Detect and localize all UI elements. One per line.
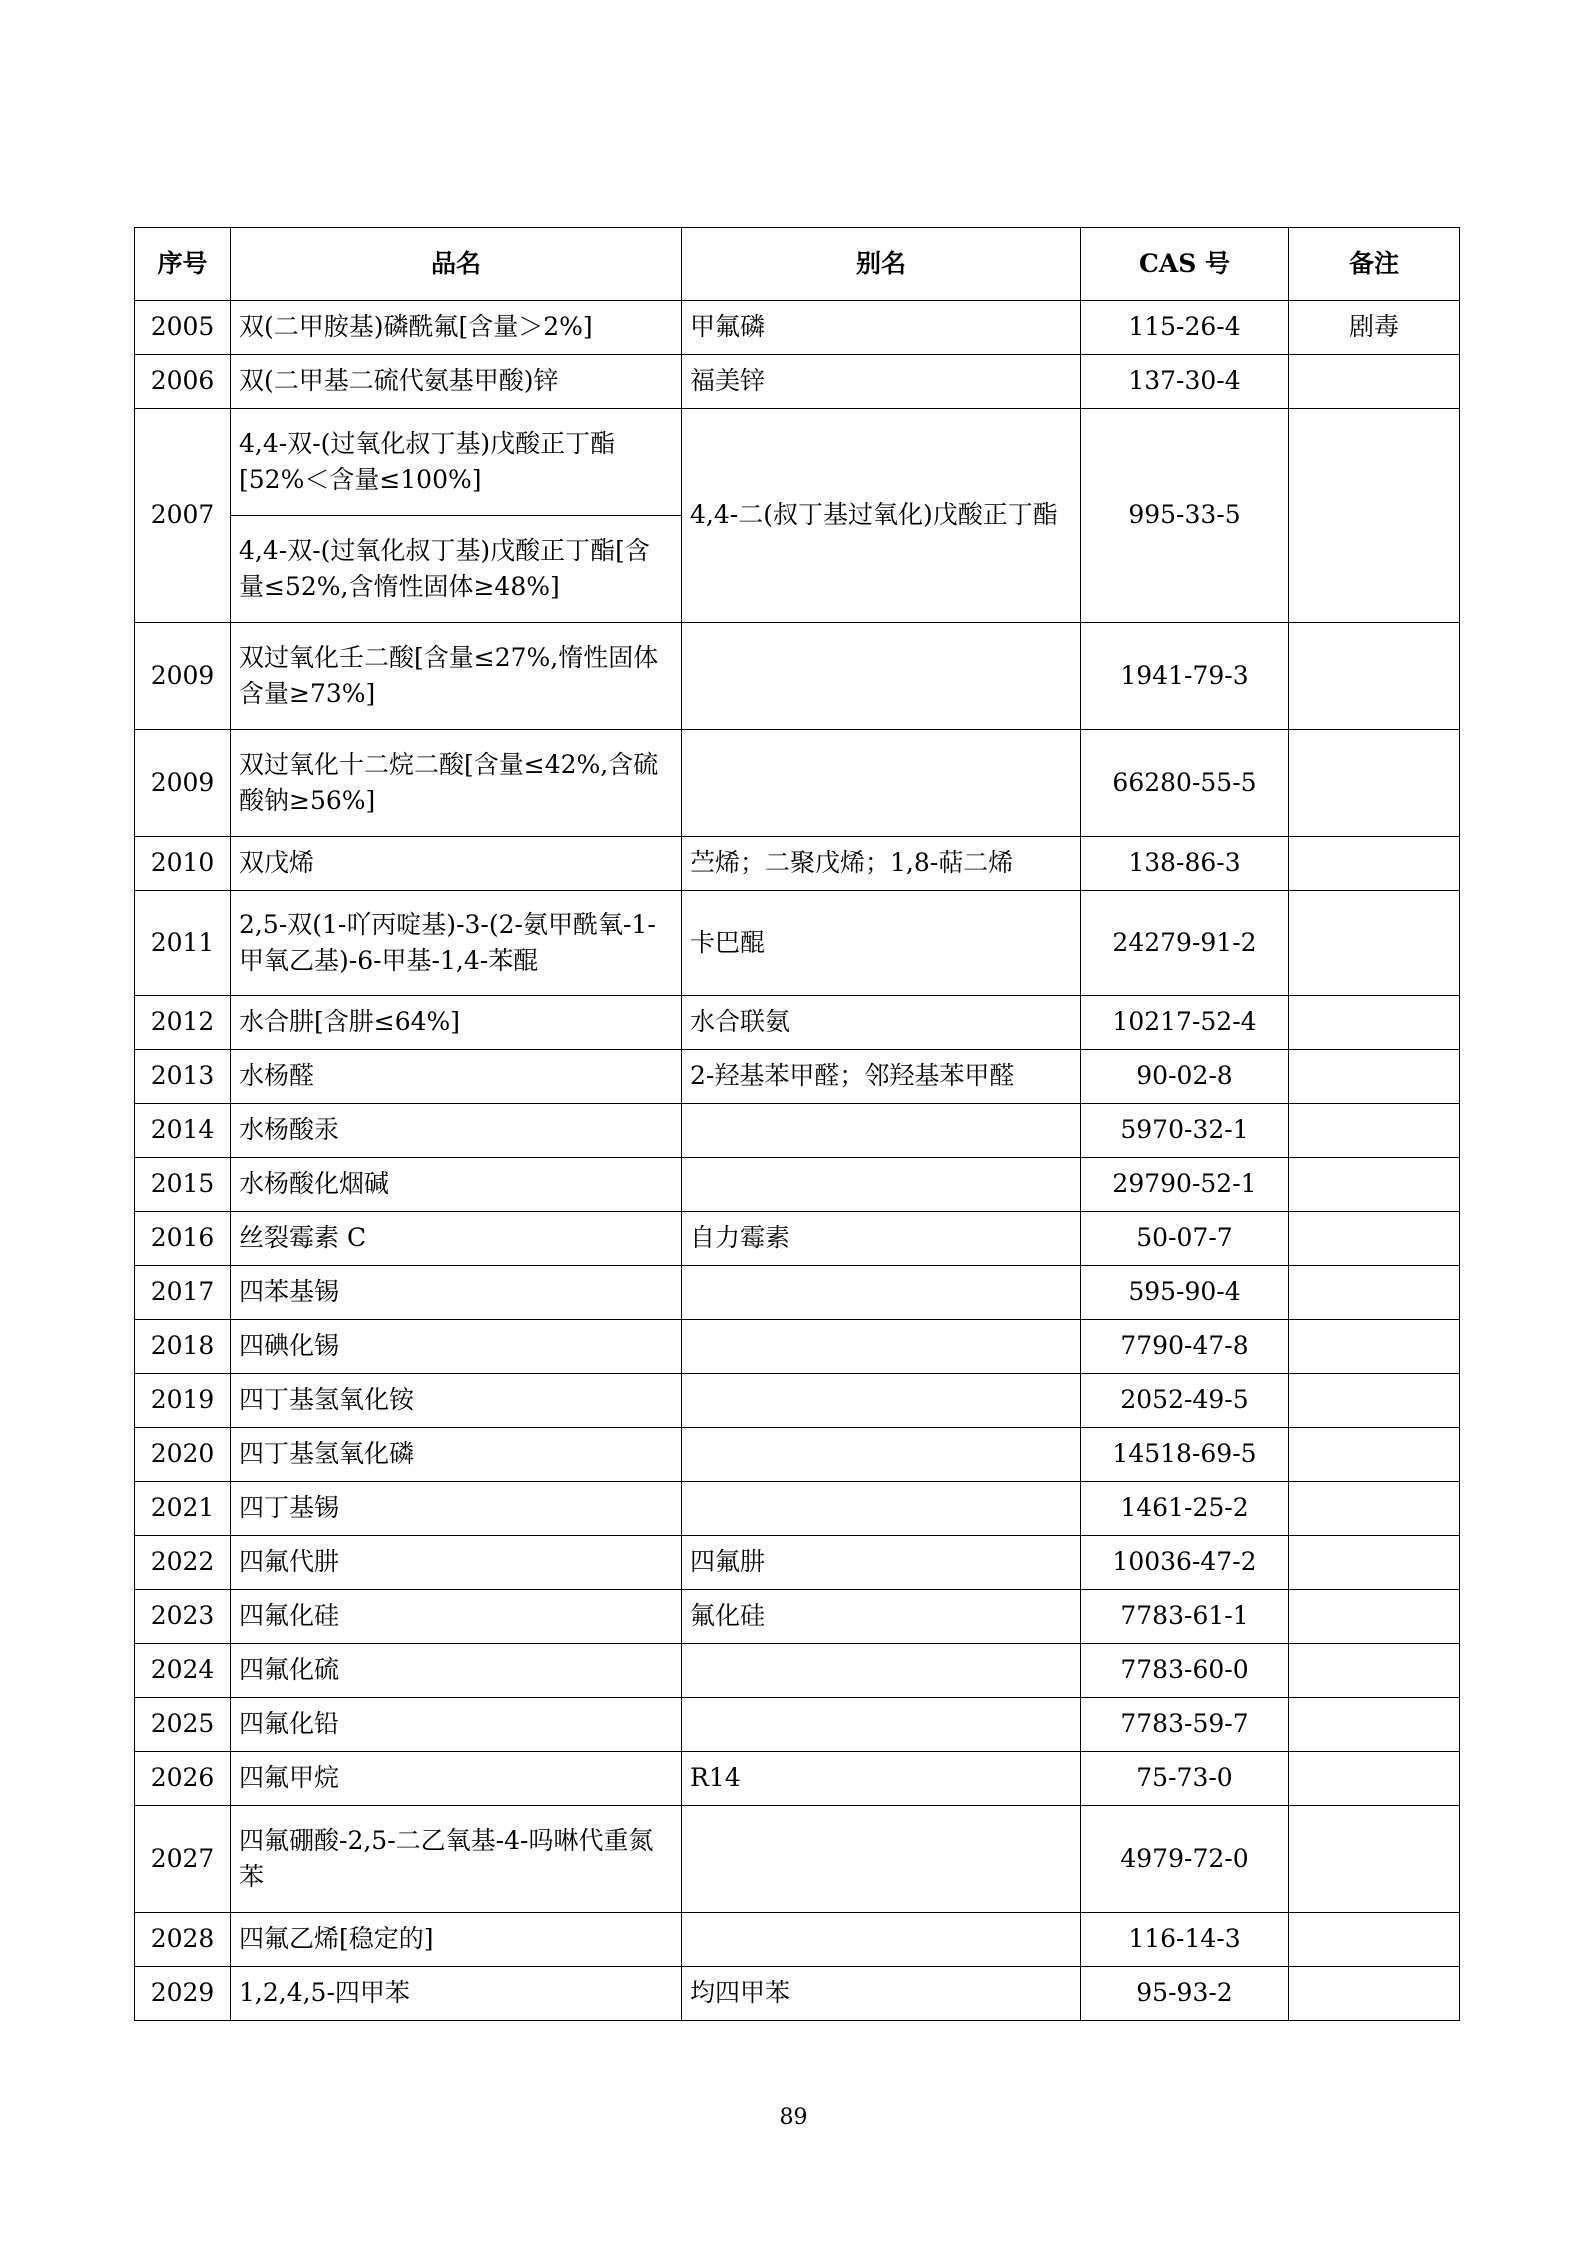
name-cell: 四碘化锡 [231,1320,682,1374]
header-remarks: 备注 [1289,228,1460,301]
name-cell: 四氟化硅 [231,1590,682,1644]
name-cell: 双(二甲基二硫代氨基甲酸)锌 [231,355,682,409]
table-row [135,1752,1460,1806]
serial-cell: 2012 [135,996,231,1050]
serial-cell: 2007 [135,409,231,623]
serial-cell: 2022 [135,1536,231,1590]
serial-cell: 2027 [135,1806,231,1913]
serial-cell: 2017 [135,1266,231,1320]
header-cas-number: CAS 号 [1081,228,1289,301]
name-cell: 四氟硼酸-2,5-二乙氧基-4-吗啉代重氮苯 [231,1806,682,1913]
cas-cell: 116-14-3 [1081,1913,1289,1967]
remark-cell [1289,1428,1460,1482]
alias-cell [682,1158,1081,1212]
remark-cell [1289,1806,1460,1913]
cas-cell: 7783-59-7 [1081,1698,1289,1752]
table-row [135,1158,1460,1212]
alias-cell: 均四甲苯 [682,1967,1081,2021]
serial-cell: 2021 [135,1482,231,1536]
serial-cell: 2025 [135,1698,231,1752]
cas-cell: 29790-52-1 [1081,1158,1289,1212]
alias-cell [682,730,1081,837]
cas-cell: 138-86-3 [1081,837,1289,891]
remark-cell [1289,1644,1460,1698]
cas-cell: 66280-55-5 [1081,730,1289,837]
table-row [135,301,1460,355]
name-cell: 2,5-双(1-吖丙啶基)-3-(2-氨甲酰氧-1-甲氧乙基)-6-甲基-1,4-苯醌 [231,891,682,996]
cas-cell: 90-02-8 [1081,1050,1289,1104]
remark-cell [1289,1374,1460,1428]
cas-cell: 7783-61-1 [1081,1590,1289,1644]
name-cell: 四氟甲烷 [231,1752,682,1806]
table-header-row [135,228,1460,301]
remark-cell [1289,1590,1460,1644]
serial-cell: 2029 [135,1967,231,2021]
cas-cell: 14518-69-5 [1081,1428,1289,1482]
cas-cell: 4979-72-0 [1081,1806,1289,1913]
serial-cell: 2005 [135,301,231,355]
remark-cell [1289,1158,1460,1212]
table-row [135,891,1460,996]
remark-cell [1289,1752,1460,1806]
name-cell: 四氟乙烯[稳定的] [231,1913,682,1967]
page-number: 89 [779,2105,808,2130]
alias-cell [682,1374,1081,1428]
alias-cell: R14 [682,1752,1081,1806]
name-cell: 四丁基锡 [231,1482,682,1536]
alias-cell [682,1104,1081,1158]
cas-cell: 7783-60-0 [1081,1644,1289,1698]
remark-cell [1289,1482,1460,1536]
cas-cell: 7790-47-8 [1081,1320,1289,1374]
remark-cell [1289,1967,1460,2021]
alias-cell [682,1698,1081,1752]
alias-cell: 苎烯；二聚戊烯；1,8-萜二烯 [682,837,1081,891]
cas-cell: 24279-91-2 [1081,891,1289,996]
alias-cell: 自力霉素 [682,1212,1081,1266]
alias-cell [682,623,1081,730]
header-serial-number: 序号 [135,228,231,301]
name-cell: 四氟代肼 [231,1536,682,1590]
table-row [135,409,1460,516]
alias-cell [682,1806,1081,1913]
alias-cell: 水合联氨 [682,996,1081,1050]
cas-cell: 115-26-4 [1081,301,1289,355]
table-row [135,1374,1460,1428]
table-row [135,1806,1460,1913]
remark-cell [1289,1104,1460,1158]
serial-cell: 2006 [135,355,231,409]
cas-cell: 1461-25-2 [1081,1482,1289,1536]
alias-cell [682,1428,1081,1482]
serial-cell: 2028 [135,1913,231,1967]
remark-cell [1289,837,1460,891]
remark-cell [1289,1698,1460,1752]
alias-cell: 甲氟磷 [682,301,1081,355]
serial-cell: 2018 [135,1320,231,1374]
name-cell: 四丁基氢氧化磷 [231,1428,682,1482]
name-cell: 四氟化铅 [231,1698,682,1752]
serial-cell: 2013 [135,1050,231,1104]
table-row [135,1698,1460,1752]
name-cell: 水杨酸汞 [231,1104,682,1158]
remark-cell [1289,1536,1460,1590]
cas-cell: 995-33-5 [1081,409,1289,623]
remark-cell [1289,891,1460,996]
table-row [135,730,1460,837]
alias-cell: 4,4-二(叔丁基过氧化)戊酸正丁酯 [682,409,1081,623]
name-cell: 四丁基氢氧化铵 [231,1374,682,1428]
header-alias: 别名 [682,228,1081,301]
alias-cell: 2-羟基苯甲醛；邻羟基苯甲醛 [682,1050,1081,1104]
cas-cell: 137-30-4 [1081,355,1289,409]
table-row [135,1913,1460,1967]
alias-cell [682,1644,1081,1698]
alias-cell [682,1266,1081,1320]
remark-cell [1289,730,1460,837]
table-row [135,1212,1460,1266]
alias-cell [682,1913,1081,1967]
alias-cell [682,1320,1081,1374]
serial-cell: 2011 [135,891,231,996]
cas-cell: 5970-32-1 [1081,1104,1289,1158]
serial-cell: 2016 [135,1212,231,1266]
serial-cell: 2009 [135,730,231,837]
name-cell: 1,2,4,5-四甲苯 [231,1967,682,2021]
name-cell: 双戊烯 [231,837,682,891]
table-row [135,1104,1460,1158]
remark-cell [1289,996,1460,1050]
cas-cell: 595-90-4 [1081,1266,1289,1320]
remark-cell [1289,1266,1460,1320]
remark-cell: 剧毒 [1289,301,1460,355]
header-product-name: 品名 [231,228,682,301]
remark-cell [1289,1320,1460,1374]
cas-cell: 10036-47-2 [1081,1536,1289,1590]
serial-cell: 2009 [135,623,231,730]
serial-cell: 2023 [135,1590,231,1644]
cas-cell: 75-73-0 [1081,1752,1289,1806]
name-cell: 水杨醛 [231,1050,682,1104]
remark-cell [1289,355,1460,409]
table-row [135,1536,1460,1590]
table-row [135,355,1460,409]
remark-cell [1289,623,1460,730]
serial-cell: 2014 [135,1104,231,1158]
cas-cell: 10217-52-4 [1081,996,1289,1050]
name-cell: 4,4-双-(过氧化叔丁基)戊酸正丁酯[含量≤52%,含惰性固体≥48%] [231,516,682,623]
table-row [135,1482,1460,1536]
table-row [135,1050,1460,1104]
alias-cell: 四氟肼 [682,1536,1081,1590]
table-row [135,837,1460,891]
table-row [135,1644,1460,1698]
name-cell: 4,4-双-(过氧化叔丁基)戊酸正丁酯[52%＜含量≤100%] [231,409,682,516]
remark-cell [1289,1212,1460,1266]
table-row [135,623,1460,730]
serial-cell: 2019 [135,1374,231,1428]
remark-cell [1289,409,1460,623]
name-cell: 四氟化硫 [231,1644,682,1698]
name-cell: 水杨酸化烟碱 [231,1158,682,1212]
chemical-table [134,227,1460,2021]
name-cell: 双过氧化壬二酸[含量≤27%,惰性固体含量≥73%] [231,623,682,730]
name-cell: 双(二甲胺基)磷酰氟[含量＞2%] [231,301,682,355]
serial-cell: 2024 [135,1644,231,1698]
cas-cell: 95-93-2 [1081,1967,1289,2021]
serial-cell: 2026 [135,1752,231,1806]
serial-cell: 2015 [135,1158,231,1212]
remark-cell [1289,1913,1460,1967]
cas-cell: 50-07-7 [1081,1212,1289,1266]
table-row [135,1428,1460,1482]
name-cell: 水合肼[含肼≤64%] [231,996,682,1050]
cas-cell: 1941-79-3 [1081,623,1289,730]
table-row [135,1266,1460,1320]
name-cell: 双过氧化十二烷二酸[含量≤42%,含硫酸钠≥56%] [231,730,682,837]
cas-cell: 2052-49-5 [1081,1374,1289,1428]
table-row [135,1320,1460,1374]
remark-cell [1289,1050,1460,1104]
table-row [135,1590,1460,1644]
name-cell: 丝裂霉素 C [231,1212,682,1266]
alias-cell: 氟化硅 [682,1590,1081,1644]
alias-cell: 福美锌 [682,355,1081,409]
table-row [135,996,1460,1050]
alias-cell: 卡巴醌 [682,891,1081,996]
serial-cell: 2010 [135,837,231,891]
serial-cell: 2020 [135,1428,231,1482]
table-row [135,1967,1460,2021]
name-cell: 四苯基锡 [231,1266,682,1320]
alias-cell [682,1482,1081,1536]
